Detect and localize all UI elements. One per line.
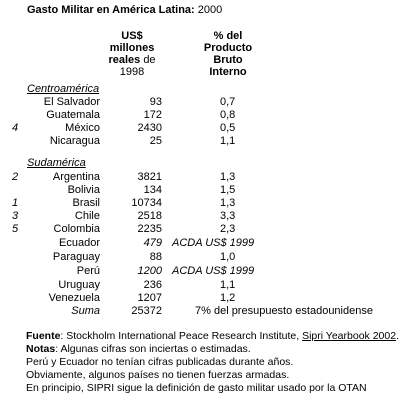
row-country: Nicaragua [49,135,100,147]
row-rank: 5 [12,223,19,235]
header-pct-line4: Interno [209,66,247,78]
row-rank: 3 [12,210,19,222]
row-country: Venezuela [48,292,100,304]
title-text: Gasto Militar en América Latina: [27,4,195,16]
row-country: México [65,122,100,134]
header-pct-line2: Producto [203,42,253,54]
row-pct: 1,0 [220,251,236,263]
row-pct: 1,1 [220,135,236,147]
header-usd-de: de [143,54,156,66]
footer-note-line: Perú y Ecuador no tenían cifras publicadas durante años. [26,356,294,368]
row-country: Guatemala [46,109,100,121]
row-pct: 1,2 [220,292,236,304]
title-year: 2000 [197,4,223,16]
row-value: 93 [149,96,162,108]
footer-notes-text: : Algunas cifras son inciertas o estimadas. [55,343,251,355]
footer-source-link: Sipri Yearbook 2002 [302,330,397,342]
row-value: 2235 [137,223,162,235]
row-value: 1207 [137,292,162,304]
header-usd-year: 1998 [119,66,145,78]
row-source-note: ACDA US$ 1999 [172,265,255,277]
row-country: Bolivia [67,184,100,196]
section-sudamerica: Sudamérica [27,157,86,169]
row-pct: 1,3 [220,197,236,209]
row-country: Argentina [52,171,100,183]
row-pct: 2,3 [220,223,236,235]
row-pct: 3,3 [220,210,236,222]
row-pct: 1,5 [220,184,236,196]
row-pct: 1,1 [220,279,236,291]
footer-notes [26,343,251,355]
sum-label: Suma [71,305,100,317]
footer-source-label: Fuente [26,330,61,342]
sum-value: 25372 [131,305,162,317]
row-country: Paraguay [52,251,100,263]
header-usd-reales: reales [108,54,141,66]
row-pct: 0,8 [220,109,236,121]
page-title [27,4,222,17]
row-source-note: ACDA US$ 1999 [172,237,255,249]
header-usd-line3 [96,54,168,66]
row-value: 134 [143,184,162,196]
row-rank: 2 [12,171,19,183]
header-usd-line1: US$ [121,30,143,42]
row-value: 479 [143,237,162,249]
row-value: 10734 [131,197,162,209]
header-pct [198,30,258,78]
header-pct-line1: % del [213,30,243,42]
row-value: 2430 [137,122,162,134]
header-usd-line2: millones [109,42,155,54]
footer-source-text: : Stockholm International Peace Research Institute, [60,330,303,342]
footer-source-end: . [396,330,399,342]
row-country: Uruguay [58,279,100,291]
footer-note-line: En principio, SIPRI sigue la definición de gasto militar usado por la OTAN [26,382,367,394]
row-rank: 1 [12,197,19,209]
row-country: Colombia [53,223,100,235]
row-country: Chile [74,210,100,222]
row-value: 25 [149,135,162,147]
row-value: 236 [143,279,162,291]
row-country: El Salvador [43,96,100,108]
row-value: 172 [143,109,162,121]
row-country: Perú [76,265,100,277]
row-value: 88 [149,251,162,263]
row-value: 2518 [137,210,162,222]
header-usd [96,30,168,78]
header-pct-line3: Bruto [213,54,243,66]
footer-source [26,330,399,342]
row-pct: 0,5 [220,122,236,134]
sum-note: 7% del presupuesto estadounidense [195,305,373,317]
section-centroamerica: Centroamérica [27,83,100,95]
row-pct: 1,3 [220,171,236,183]
row-value: 1200 [137,265,162,277]
footer-notes-label: Notas [26,343,56,355]
row-country: Ecuador [59,237,100,249]
row-rank: 4 [12,122,19,134]
row-value: 3821 [137,171,162,183]
row-country: Brasil [72,197,100,209]
row-pct: 0,7 [220,96,236,108]
footer-note-line: Obviamente, algunos países no tienen fuerzas armadas. [26,369,290,381]
